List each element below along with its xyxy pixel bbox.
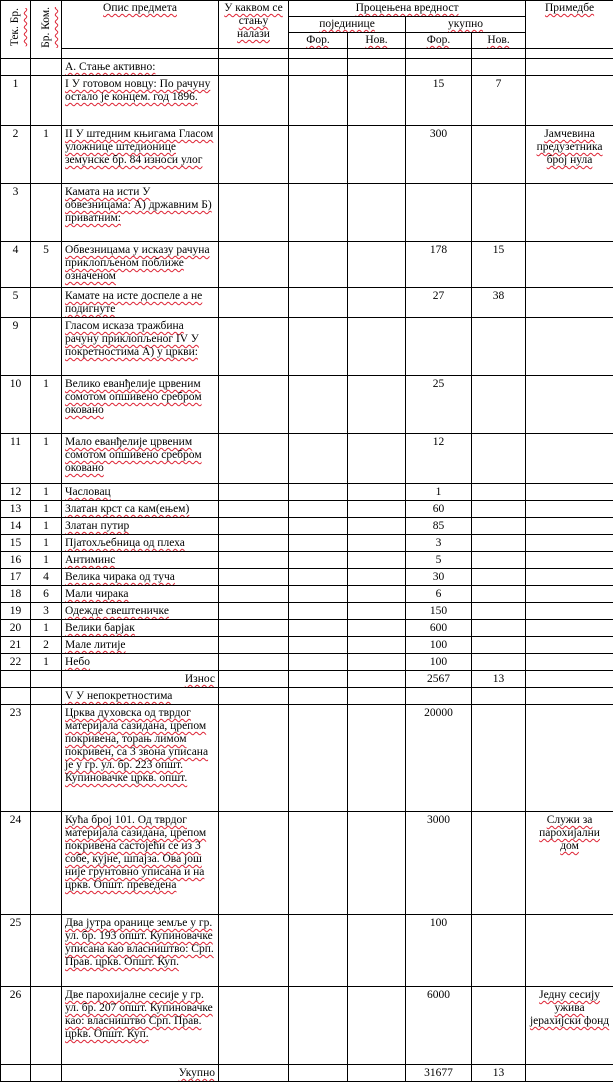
row-state <box>219 76 289 126</box>
row-note <box>526 501 613 518</box>
row-single-for <box>289 586 348 603</box>
row-single-nov <box>348 184 406 242</box>
row-count: 1 <box>31 620 62 637</box>
row-note <box>526 318 613 376</box>
row-count: 1 <box>31 126 62 184</box>
row-single-nov <box>348 637 406 654</box>
header-for-1: Фор. <box>289 33 348 49</box>
row-count <box>31 705 62 812</box>
table-row <box>1 434 613 484</box>
row-number: 15 <box>1 535 31 552</box>
row-total-for: 12 <box>406 434 472 484</box>
table-row <box>1 76 613 126</box>
row-single-for <box>289 654 348 671</box>
row-note <box>526 518 613 535</box>
row-description: Велики барјак <box>62 620 219 637</box>
row-single-nov <box>348 987 406 1065</box>
subtotal-row-cell <box>219 671 289 688</box>
table-row <box>1 518 613 535</box>
row-single-nov <box>348 59 406 76</box>
row-total-nov: 15 <box>472 242 526 288</box>
row-description: Златан крст са кам(ењем) <box>62 501 219 518</box>
row-state <box>219 603 289 620</box>
row-total-for: 20000 <box>406 705 472 812</box>
total-row-cell <box>1 1065 31 1082</box>
row-total-for <box>406 688 472 705</box>
row-total-nov <box>472 603 526 620</box>
row-description: Часловац <box>62 484 219 501</box>
row-single-for <box>289 184 348 242</box>
row-single-nov <box>348 518 406 535</box>
row-state <box>219 484 289 501</box>
row-total-for: 3000 <box>406 812 472 915</box>
row-number: 11 <box>1 434 31 484</box>
subtotal-row-cell: Износ <box>62 671 219 688</box>
row-description: Мали чирака <box>62 586 219 603</box>
row-total-nov <box>472 569 526 586</box>
row-total-nov <box>472 812 526 915</box>
row-state <box>219 434 289 484</box>
row-description: Антиминс <box>62 552 219 569</box>
row-note <box>526 620 613 637</box>
header-for-2: Фор. <box>406 33 472 49</box>
row-number: 1 <box>1 76 31 126</box>
row-total-nov <box>472 59 526 76</box>
header-value: Процењена вредност <box>289 1 526 17</box>
row-total-for: 27 <box>406 288 472 318</box>
row-note: Једну сесију ужива јерахијски фонд <box>526 987 613 1065</box>
row-single-for <box>289 376 348 434</box>
row-description: Пјатохљебница од плеха <box>62 535 219 552</box>
row-count <box>31 812 62 915</box>
row-state <box>219 688 289 705</box>
row-number: 17 <box>1 569 31 586</box>
row-count: 6 <box>31 586 62 603</box>
table-row <box>1 915 613 987</box>
row-state <box>219 376 289 434</box>
table-row <box>1 535 613 552</box>
row-description: Обвезницама у исказу рачуна приклопљеном поближе означеном <box>62 242 219 288</box>
row-single-nov <box>348 288 406 318</box>
row-state <box>219 705 289 812</box>
table-row <box>1 569 613 586</box>
row-description: Две парохијалне сесије у гр. ул. бр. 207 општ. Купиновачке као: власништво Срп. Прав. црkв. Општ. Куп. <box>62 987 219 1065</box>
row-total-nov: 38 <box>472 288 526 318</box>
row-count: 1 <box>31 654 62 671</box>
row-state <box>219 126 289 184</box>
row-total-for <box>406 184 472 242</box>
row-note <box>526 552 613 569</box>
row-number: 22 <box>1 654 31 671</box>
row-description: Камата на исти У обвезницама: А) државним Б) приватним: <box>62 184 219 242</box>
row-state <box>219 987 289 1065</box>
table-row <box>1 603 613 620</box>
row-description: Црква духовска од тврдог материјала сазидана, црепом покривена, торањ лимом покривен, са 3 звона уписана је у гр. ул. бр. 223 општ. Купиновачке цркв. општ. <box>62 705 219 812</box>
row-description: V У непокретностима <box>62 688 219 705</box>
row-note: Јамчевина предузетника број нула <box>526 126 613 184</box>
row-number: 2 <box>1 126 31 184</box>
total-row-cell <box>289 1065 348 1082</box>
table-row <box>1 812 613 915</box>
row-description: Одежде свештеничке <box>62 603 219 620</box>
table-row <box>1 654 613 671</box>
row-count: 1 <box>31 552 62 569</box>
row-total-nov <box>472 501 526 518</box>
header-value-single: појединице <box>289 17 406 33</box>
row-note <box>526 288 613 318</box>
row-state <box>219 59 289 76</box>
row-single-for <box>289 318 348 376</box>
row-total-nov <box>472 705 526 812</box>
table-row <box>1 59 613 76</box>
row-total-nov <box>472 376 526 434</box>
row-single-for <box>289 434 348 484</box>
table-row <box>1 376 613 434</box>
table-row <box>1 184 613 242</box>
row-total-for: 100 <box>406 915 472 987</box>
row-number: 13 <box>1 501 31 518</box>
row-single-nov <box>348 915 406 987</box>
row-single-nov <box>348 620 406 637</box>
header-note: Примедбе <box>526 1 613 49</box>
row-total-for: 60 <box>406 501 472 518</box>
row-total-nov <box>472 535 526 552</box>
row-count: 1 <box>31 501 62 518</box>
header-state: У каквом се стању налази <box>219 1 289 49</box>
total-row-cell <box>526 1065 613 1082</box>
header-count: Бр. Ком. <box>31 1 62 59</box>
row-total-nov <box>472 434 526 484</box>
row-description: Златан путир <box>62 518 219 535</box>
row-single-for <box>289 484 348 501</box>
row-total-for: 5 <box>406 552 472 569</box>
row-total-for: 30 <box>406 569 472 586</box>
row-total-nov <box>472 654 526 671</box>
subtotal-row-cell <box>526 671 613 688</box>
row-note <box>526 184 613 242</box>
row-number: 9 <box>1 318 31 376</box>
row-state <box>219 812 289 915</box>
row-state <box>219 569 289 586</box>
total-row <box>1 1065 613 1082</box>
row-single-for <box>289 126 348 184</box>
row-single-for <box>289 637 348 654</box>
row-single-for <box>289 535 348 552</box>
row-single-for <box>289 242 348 288</box>
row-total-nov <box>472 987 526 1065</box>
row-description: II У штедним књигама Гласом уложнице штедионице земунске бр. 84 износи улог <box>62 126 219 184</box>
table-row <box>1 705 613 812</box>
row-single-nov <box>348 318 406 376</box>
total-row-cell <box>31 1065 62 1082</box>
row-total-nov <box>472 586 526 603</box>
header-nov-1: Нов. <box>348 33 406 49</box>
row-total-nov <box>472 688 526 705</box>
row-note: Служи за парохијални дом <box>526 812 613 915</box>
total-row-cell <box>348 1065 406 1082</box>
row-count: 2 <box>31 637 62 654</box>
row-description: А. Стање активно: <box>62 59 219 76</box>
row-total-for: 3 <box>406 535 472 552</box>
row-single-for <box>289 987 348 1065</box>
row-single-nov <box>348 603 406 620</box>
row-total-for: 25 <box>406 376 472 434</box>
table-row <box>1 318 613 376</box>
row-count <box>31 76 62 126</box>
row-count: 1 <box>31 518 62 535</box>
header-nov-2: Нов. <box>472 33 526 49</box>
row-note <box>526 586 613 603</box>
row-total-nov <box>472 518 526 535</box>
row-number: 25 <box>1 915 31 987</box>
row-count <box>31 288 62 318</box>
row-single-nov <box>348 688 406 705</box>
subtotal-row <box>1 671 613 688</box>
row-count: 3 <box>31 603 62 620</box>
row-total-for: 300 <box>406 126 472 184</box>
row-single-nov <box>348 552 406 569</box>
subtotal-row-cell: 13 <box>472 671 526 688</box>
row-total-nov <box>472 637 526 654</box>
row-description: I У готовом новцу: По рачуну остало је концем. год 1896. <box>62 76 219 126</box>
row-number: 3 <box>1 184 31 242</box>
row-single-nov <box>348 376 406 434</box>
subtotal-row-cell <box>348 671 406 688</box>
row-number: 21 <box>1 637 31 654</box>
row-note <box>526 915 613 987</box>
row-single-for <box>289 812 348 915</box>
row-description: Велико еванђелије црвеним сомотом опшивено сребром оковано <box>62 376 219 434</box>
row-count: 1 <box>31 376 62 434</box>
row-number: 19 <box>1 603 31 620</box>
row-state <box>219 535 289 552</box>
row-number: 24 <box>1 812 31 915</box>
row-total-for: 178 <box>406 242 472 288</box>
row-count <box>31 688 62 705</box>
row-state <box>219 586 289 603</box>
header-value-total: укупно <box>406 17 526 33</box>
row-total-for: 15 <box>406 76 472 126</box>
row-state <box>219 288 289 318</box>
row-single-nov <box>348 484 406 501</box>
row-single-nov <box>348 76 406 126</box>
row-single-for <box>289 688 348 705</box>
row-total-nov: 7 <box>472 76 526 126</box>
subtotal-row-cell: 2567 <box>406 671 472 688</box>
row-state <box>219 318 289 376</box>
row-single-nov <box>348 242 406 288</box>
row-count <box>31 318 62 376</box>
row-state <box>219 242 289 288</box>
row-number: 12 <box>1 484 31 501</box>
row-description: Мале литије <box>62 637 219 654</box>
row-state <box>219 654 289 671</box>
row-total-nov <box>472 318 526 376</box>
total-row-cell <box>219 1065 289 1082</box>
row-state <box>219 552 289 569</box>
row-state <box>219 184 289 242</box>
row-single-nov <box>348 126 406 184</box>
table-row <box>1 688 613 705</box>
row-note <box>526 688 613 705</box>
row-single-for <box>289 59 348 76</box>
table-row <box>1 288 613 318</box>
row-count <box>31 184 62 242</box>
row-single-for <box>289 915 348 987</box>
row-state <box>219 501 289 518</box>
row-count <box>31 987 62 1065</box>
row-total-for <box>406 318 472 376</box>
row-count: 1 <box>31 434 62 484</box>
row-count <box>31 915 62 987</box>
row-description: Два јутра оранице земље у гр. ул. бр. 193 општ. Купиновачке уписана као власништво: Срп. Прав. црkв. Општ. Куп. <box>62 915 219 987</box>
subtotal-row-cell <box>31 671 62 688</box>
row-note <box>526 569 613 586</box>
row-total-for: 600 <box>406 620 472 637</box>
row-single-nov <box>348 654 406 671</box>
row-single-for <box>289 569 348 586</box>
row-total-for: 150 <box>406 603 472 620</box>
table-row <box>1 637 613 654</box>
row-number: 18 <box>1 586 31 603</box>
row-description: Велика чирака од туча <box>62 569 219 586</box>
row-count <box>31 59 62 76</box>
row-single-nov <box>348 535 406 552</box>
row-number: 5 <box>1 288 31 318</box>
header-desc: Опис предмета <box>62 1 219 49</box>
row-count: 5 <box>31 242 62 288</box>
row-single-for <box>289 518 348 535</box>
row-note <box>526 705 613 812</box>
row-count: 1 <box>31 484 62 501</box>
table-row <box>1 242 613 288</box>
row-note <box>526 637 613 654</box>
row-single-for <box>289 705 348 812</box>
row-total-for: 85 <box>406 518 472 535</box>
row-state <box>219 915 289 987</box>
row-total-for: 100 <box>406 654 472 671</box>
row-number: 14 <box>1 518 31 535</box>
row-note <box>526 242 613 288</box>
row-total-nov <box>472 184 526 242</box>
row-description: Мало еванђелије црвеним сомотом опшивено сребром оковано <box>62 434 219 484</box>
row-description: Небо <box>62 654 219 671</box>
row-single-for <box>289 603 348 620</box>
row-single-nov <box>348 705 406 812</box>
table-row <box>1 586 613 603</box>
row-single-for <box>289 620 348 637</box>
subtotal-row-cell <box>289 671 348 688</box>
row-note <box>526 535 613 552</box>
row-total-for: 1 <box>406 484 472 501</box>
row-single-nov <box>348 569 406 586</box>
row-number: 26 <box>1 987 31 1065</box>
row-total-nov <box>472 915 526 987</box>
header-no: Тек. Бр. <box>1 1 31 59</box>
row-total-for: 6 <box>406 586 472 603</box>
row-note <box>526 434 613 484</box>
row-description: Кућа број 101. Од тврдог материјала сазидана, црепом покривена састојећи се из 3 собе, куjне, шпајза. Ова још није грунтовно уписана и на цркв. Општ. преведена <box>62 812 219 915</box>
row-note <box>526 76 613 126</box>
total-row-cell: 13 <box>472 1065 526 1082</box>
total-row-cell: Укупно <box>62 1065 219 1082</box>
row-count: 1 <box>31 535 62 552</box>
row-state <box>219 620 289 637</box>
row-note <box>526 603 613 620</box>
row-total-for <box>406 59 472 76</box>
row-note <box>526 59 613 76</box>
row-note <box>526 376 613 434</box>
row-number: 10 <box>1 376 31 434</box>
row-note <box>526 654 613 671</box>
row-total-nov <box>472 126 526 184</box>
row-count: 4 <box>31 569 62 586</box>
row-number <box>1 688 31 705</box>
row-single-nov <box>348 501 406 518</box>
table-row <box>1 987 613 1065</box>
row-single-nov <box>348 812 406 915</box>
row-number <box>1 59 31 76</box>
table-row <box>1 484 613 501</box>
row-single-nov <box>348 586 406 603</box>
total-row-cell: 31677 <box>406 1065 472 1082</box>
row-total-nov <box>472 484 526 501</box>
row-number: 4 <box>1 242 31 288</box>
table-row <box>1 552 613 569</box>
subtotal-row-cell <box>1 671 31 688</box>
table-row <box>1 620 613 637</box>
table-row <box>1 126 613 184</box>
row-single-for <box>289 501 348 518</box>
row-description: Камате на исте доспеле а не подигнуте <box>62 288 219 318</box>
row-number: 23 <box>1 705 31 812</box>
row-total-for: 100 <box>406 637 472 654</box>
row-total-nov <box>472 620 526 637</box>
table-row <box>1 501 613 518</box>
row-number: 20 <box>1 620 31 637</box>
row-total-for: 6000 <box>406 987 472 1065</box>
row-state <box>219 637 289 654</box>
row-single-for <box>289 76 348 126</box>
row-total-nov <box>472 552 526 569</box>
row-single-for <box>289 288 348 318</box>
row-state <box>219 518 289 535</box>
row-description: Гласом исказа тражбина рачуну приклопљеног IV У покретностима А) у цркви: <box>62 318 219 376</box>
row-single-for <box>289 552 348 569</box>
row-single-nov <box>348 434 406 484</box>
row-note <box>526 484 613 501</box>
row-number: 16 <box>1 552 31 569</box>
